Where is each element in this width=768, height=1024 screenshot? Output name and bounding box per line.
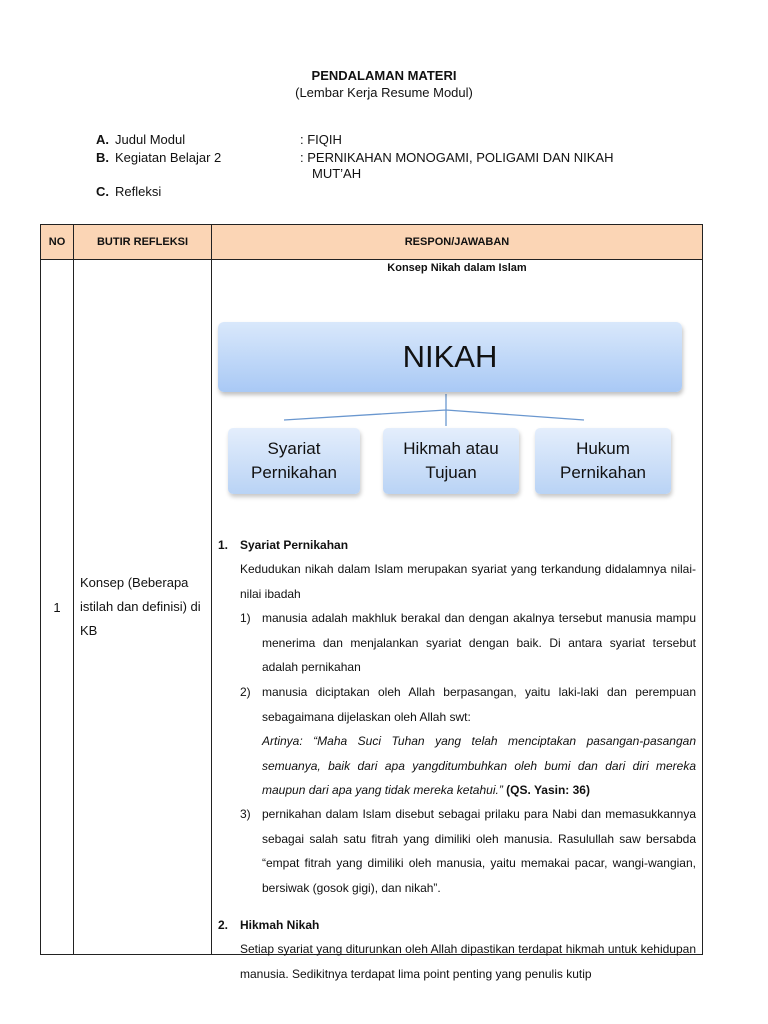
diagram-main-box: NIKAH <box>218 322 682 392</box>
item-3-num: 3) <box>240 807 251 821</box>
meta-b-label: Kegiatan Belajar 2 <box>115 150 222 165</box>
item-2-body: manusia diciptakan oleh Allah berpasangan, yaitu laki-laki dan perempuan sebagaimana dijelaskan oleh Allah swt: <box>262 685 696 724</box>
meta-b-value-cont: MUT’AH <box>312 166 362 181</box>
header-respon: RESPON/JAWABAN <box>212 225 703 260</box>
diagram-box-syariat: Syariat Pernikahan <box>228 428 360 494</box>
meta-b-letter: B. <box>96 150 109 165</box>
diagram-box-hukum: Hukum Pernikahan <box>535 428 671 494</box>
meta-a-letter: A. <box>96 132 109 147</box>
section-2-intro: Setiap syariat yang diturunkan oleh Allah dipastikan terdapat hikmah untuk kehidupan manusia. Sedikitnya terdapat lima point penting yang penulis kutip <box>240 942 696 981</box>
meta-a-value: : FIQIH <box>300 132 342 147</box>
section-2-title: Hikmah Nikah <box>240 918 320 932</box>
section-1-title: Syariat Pernikahan <box>240 538 349 552</box>
page-subtitle: (Lembar Kerja Resume Modul) <box>295 85 473 100</box>
item-2-quote: Artinya: “Maha Suci Tuhan yang telah menciptakan pasangan-pasangan semuanya, baik dari apa yangditumbuhkan oleh bumi dan dari diri mereka maupun dari apa yang tidak mereka ketahui.” <box>262 734 696 797</box>
meta-b-value: : PERNIKAHAN MONOGAMI, POLIGAMI DAN NIKAH <box>300 150 614 165</box>
header-no: NO <box>41 225 74 260</box>
meta-c-label: Refleksi <box>115 184 162 199</box>
section-1-num: 1. <box>218 538 229 552</box>
diagram-title: Konsep Nikah dalam Islam <box>387 262 527 274</box>
section-2-heading <box>218 918 319 932</box>
section-1-intro: Kedudukan nikah dalam Islam merupakan syariat yang terkandung didalamnya nilai-nilai ibadah <box>240 562 696 601</box>
meta-c-letter: C. <box>96 184 109 199</box>
item-1-num: 1) <box>240 611 251 625</box>
item-2-text <box>262 680 696 803</box>
meta-a-label: Judul Modul <box>115 132 186 147</box>
page-title: PENDALAMAN MATERI <box>311 68 457 83</box>
concept-diagram <box>212 274 702 489</box>
row-butir: Konsep (Beberapa istilah dan definisi) di KB <box>74 260 212 955</box>
table-row <box>41 260 703 955</box>
item-2-num: 2) <box>240 685 251 699</box>
row-respon <box>212 260 703 981</box>
table-header-row <box>41 225 703 260</box>
section-1-heading <box>218 538 348 552</box>
diagram-box-hikmah: Hikmah atau Tujuan <box>383 428 519 494</box>
item-3-text: pernikahan dalam Islam disebut sebagai prilaku para Nabi dan memasukkannya sebagai salah satu fitrah yang dimiliki oleh manusia. Rasulullah saw bersabda “empat fitrah yang dimiliki oleh manusia, yaitu memakai pacar, wangi-wangian, bersiwak (gosok gigi), dan nikah”. <box>262 807 696 895</box>
header-butir: BUTIR REFLEKSI <box>74 225 212 260</box>
item-2-source: (QS. Yasin: 36) <box>506 783 590 797</box>
reflection-table <box>40 224 703 981</box>
item-1-text: manusia adalah makhluk berakal dan dengan akalnya tersebut manusia mampu menerima dan menjalankan syariat dengan baik. Di antara syariat tersebut adalah pernikahan <box>262 611 696 674</box>
section-2-num: 2. <box>218 918 229 932</box>
row-no: 1 <box>41 260 74 955</box>
